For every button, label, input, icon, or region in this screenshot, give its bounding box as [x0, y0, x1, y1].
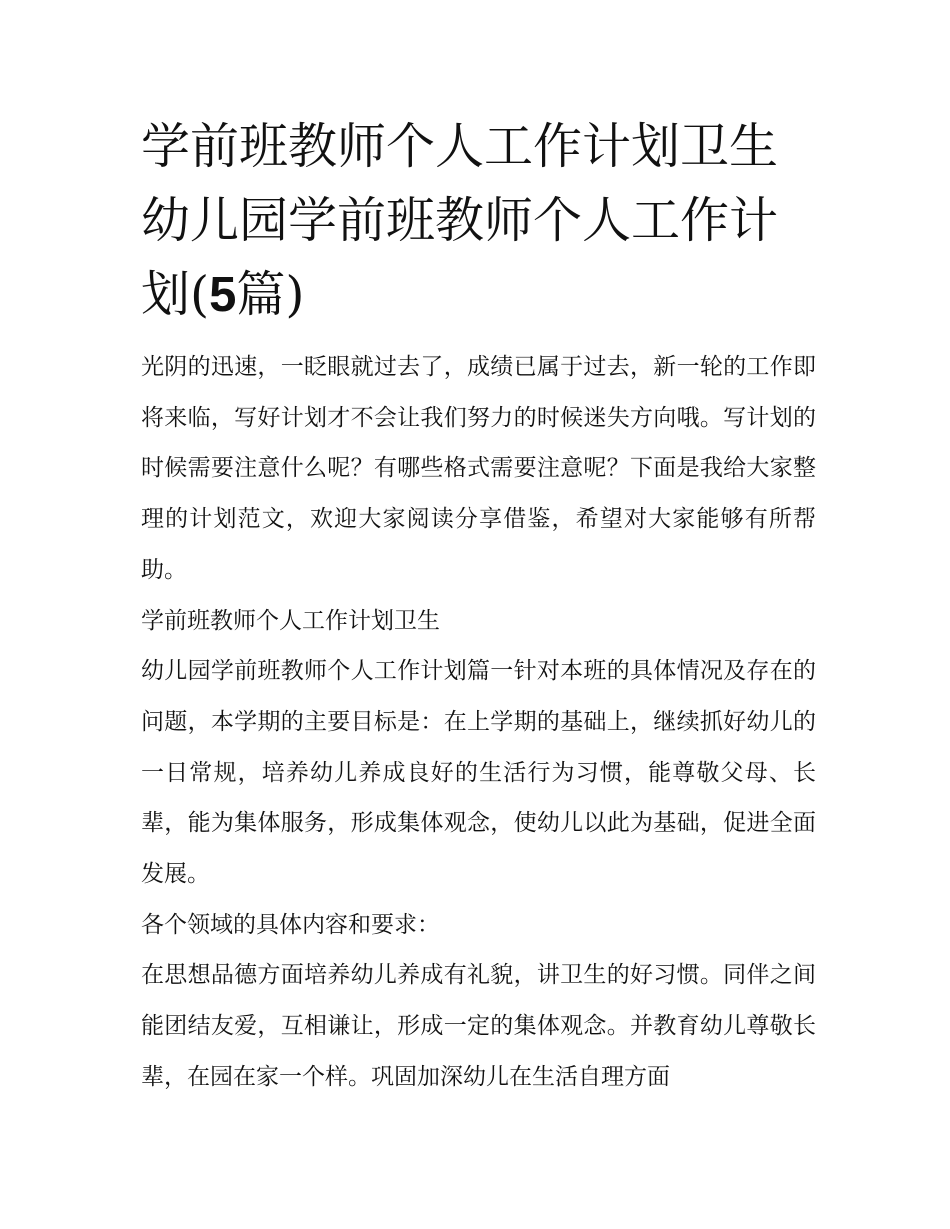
intro-paragraph: 光阴的迅速，一眨眼就过去了，成绩已属于过去，新一轮的工作即将来临，写好计划才不会让我们努力的时候迷失方向哦。写计划的时候需要注意什么呢？有哪些格式需要注意呢？下面是我给大家整理的计划范文，欢迎大家阅读分享借鉴，希望对大家能够有所帮助。 — [141, 354, 816, 583]
title-number: 5 — [209, 268, 237, 322]
document-title — [141, 110, 816, 332]
section-heading: 学前班教师个人工作计划卫生 — [141, 607, 440, 634]
goal-paragraph: 幼儿园学前班教师个人工作计划篇一针对本班的具体情况及存在的问题，本学期的主要目标是：在上学期的基础上，继续抓好幼儿的一日常规，培养幼儿养成良好的生活行为习惯，能尊敬父母、长辈，能为集体服务，形成集体观念，使幼儿以此为基础，促进全面发展。 — [141, 658, 816, 888]
requirements-heading: 各个领域的具体内容和要求： — [141, 911, 440, 938]
title-text-part2: 篇) — [236, 266, 305, 323]
title-text-part1: 学前班教师个人工作计划卫生幼儿园学前班教师个人工作计划( — [141, 118, 779, 323]
document-body — [141, 110, 816, 1103]
moral-education-paragraph: 在思想品德方面培养幼儿养成有礼貌，讲卫生的好习惯。同伴之间能团结友爱，互相谦让，形成一定的集体观念。并教育幼儿尊敬长辈，在园在家一个样。巩固加深幼儿在生活自理方面 — [141, 962, 816, 1090]
